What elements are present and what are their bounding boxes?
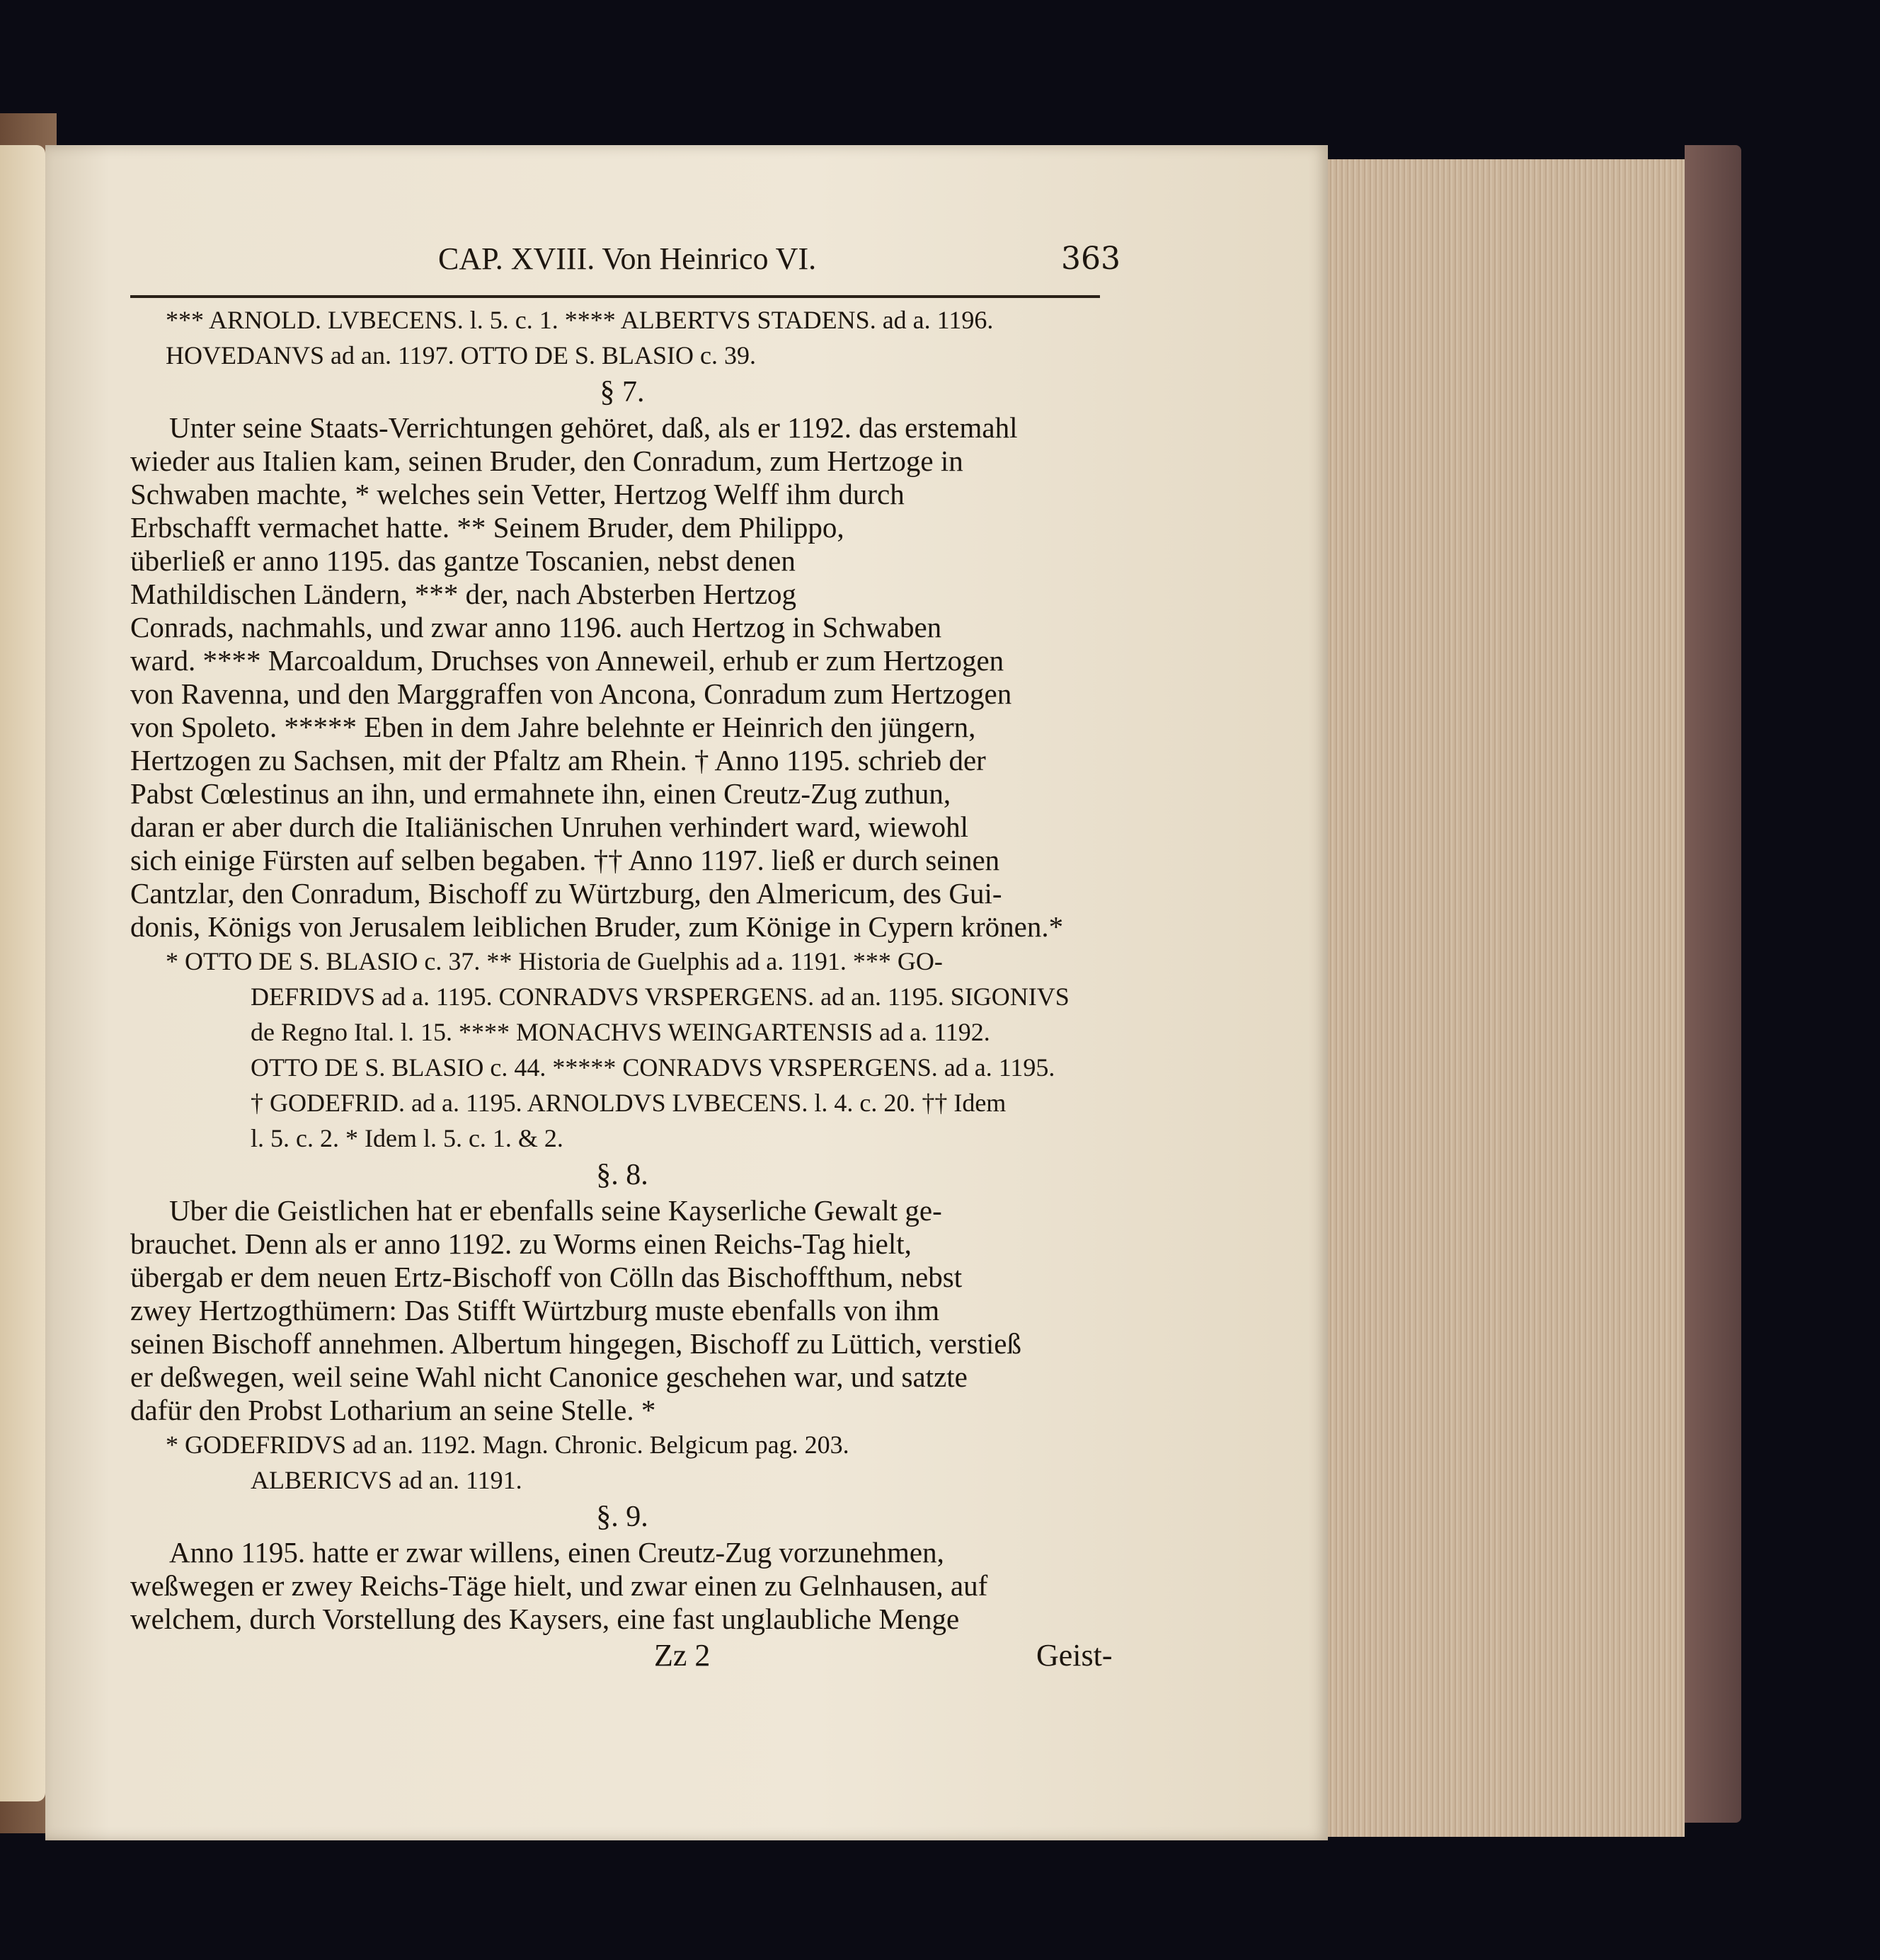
footnote-line: ALBERICVS ad an. 1191. [251, 1466, 522, 1494]
footnote-line: DEFRIDVS ad a. 1195. CONRADVS VRSPERGENS. ad an. 1195. SIGONIVS [251, 982, 1070, 1011]
body-line: Hertzogen zu Sachsen, mit der Pfaltz am Rhein. † Anno 1195. schrieb der [130, 744, 986, 776]
body-line: von Spoleto. ***** Eben in dem Jahre belehnte er Heinrich den jüngern, [130, 711, 976, 743]
signature-mark: Zz 2 [654, 1638, 711, 1673]
chapter-title: CAP. XVIII. Von Heinrico VI. [438, 241, 817, 276]
body-line: Unter seine Staats-Verrichtungen gehöret, daß, als er 1192. das erstemahl [169, 411, 1018, 444]
page-text [130, 302, 1114, 1675]
body-line: Pabst Cœlestinus an ihn, und ermahnete ihn, einen Creutz-Zug zuthun, [130, 777, 951, 810]
footnote-line: HOVEDANVS ad an. 1197. OTTO DE S. BLASIO c. 39. [166, 341, 756, 369]
catchword: Geist- [1036, 1638, 1113, 1673]
section-heading: §. 9. [596, 1501, 648, 1533]
page-edges [1317, 159, 1685, 1837]
body-line: übergab er dem neuen Ertz-Bischoff von Cölln das Bischoffthum, nebst [130, 1261, 963, 1293]
body-line: Uber die Geistlichen hat er ebenfalls seine Kayserliche Gewalt ge- [169, 1194, 942, 1227]
running-header [438, 241, 1120, 277]
header-rule [130, 295, 1100, 298]
body-line: überließ er anno 1195. das gantze Toscanien, nebst denen [130, 544, 796, 577]
body-line: von Ravenna, und den Marggraffen von Ancona, Conradum zum Hertzogen [130, 677, 1012, 710]
footnote-line: OTTO DE S. BLASIO c. 44. ***** CONRADVS VRSPERGENS. ad a. 1195. [251, 1053, 1055, 1082]
body-line: daran er aber durch die Italiänischen Unruhen verhindert ward, wiewohl [130, 810, 968, 843]
body-line: Schwaben machte, * welches sein Vetter, Hertzog Welff ihm durch [130, 478, 905, 510]
left-page-edge [0, 145, 45, 1801]
page-footer [130, 1636, 1114, 1675]
body-line: Conrads, nachmahls, und zwar anno 1196. auch Hertzog in Schwaben [130, 611, 942, 643]
footnote-line: de Regno Ital. l. 15. **** MONACHVS WEINGARTENSIS ad a. 1192. [251, 1018, 990, 1046]
book-page [45, 145, 1328, 1840]
footnote-line: *** ARNOLD. LVBECENS. l. 5. c. 1. **** ALBERTVS STADENS. ad a. 1196. [166, 306, 994, 334]
body-line: Erbschafft vermachet hatte. ** Seinem Bruder, dem Philippo, [130, 511, 844, 544]
body-line: Cantzlar, den Conradum, Bischoff zu Würtzburg, den Almericum, des Gui- [130, 877, 1002, 910]
back-cover [1685, 145, 1741, 1823]
footnote-line: † GODEFRID. ad a. 1195. ARNOLDVS LVBECENS. l. 4. c. 20. †† Idem [251, 1089, 1007, 1117]
body-line: Mathildischen Ländern, *** der, nach Absterben Hertzog [130, 578, 797, 610]
body-line: weßwegen er zwey Reichs-Täge hielt, und zwar einen zu Gelnhausen, auf [130, 1569, 988, 1602]
body-line: zwey Hertzogthümern: Das Stifft Würtzburg muste ebenfalls von ihm [130, 1294, 940, 1326]
footnote-line: * OTTO DE S. BLASIO c. 37. ** Historia de Guelphis ad a. 1191. *** GO- [166, 947, 943, 975]
section-heading: §. 8. [596, 1159, 648, 1191]
body-line: sich einige Fürsten auf selben begaben. †† Anno 1197. ließ er durch seinen [130, 844, 1000, 876]
body-line: seinen Bischoff annehmen. Albertum hingegen, Bischoff zu Lüttich, verstieß [130, 1327, 1021, 1360]
body-line: Anno 1195. hatte er zwar willens, einen Creutz-Zug vorzunehmen, [169, 1536, 944, 1569]
body-line: ward. **** Marcoaldum, Druchses von Anneweil, erhub er zum Hertzogen [130, 644, 1004, 677]
body-line: dafür den Probst Lotharium an seine Stelle. * [130, 1394, 656, 1426]
body-line: donis, Königs von Jerusalem leiblichen Bruder, zum Könige in Cypern krönen.* [130, 910, 1064, 943]
body-line: brauchet. Denn als er anno 1192. zu Worms einen Reichs-Tag hielt, [130, 1227, 912, 1260]
body-line: er deßwegen, weil seine Wahl nicht Canonice geschehen war, und satzte [130, 1360, 968, 1393]
body-line: welchem, durch Vorstellung des Kaysers, eine fast unglaubliche Menge [130, 1603, 960, 1635]
page-number: 363 [1061, 241, 1120, 277]
footnote-line: l. 5. c. 2. * Idem l. 5. c. 1. & 2. [251, 1124, 563, 1152]
section-heading: § 7. [600, 376, 645, 408]
body-line: wieder aus Italien kam, seinen Bruder, den Conradum, zum Hertzoge in [130, 445, 963, 477]
footnote-line: * GODEFRIDVS ad an. 1192. Magn. Chronic. Belgicum pag. 203. [166, 1431, 849, 1459]
